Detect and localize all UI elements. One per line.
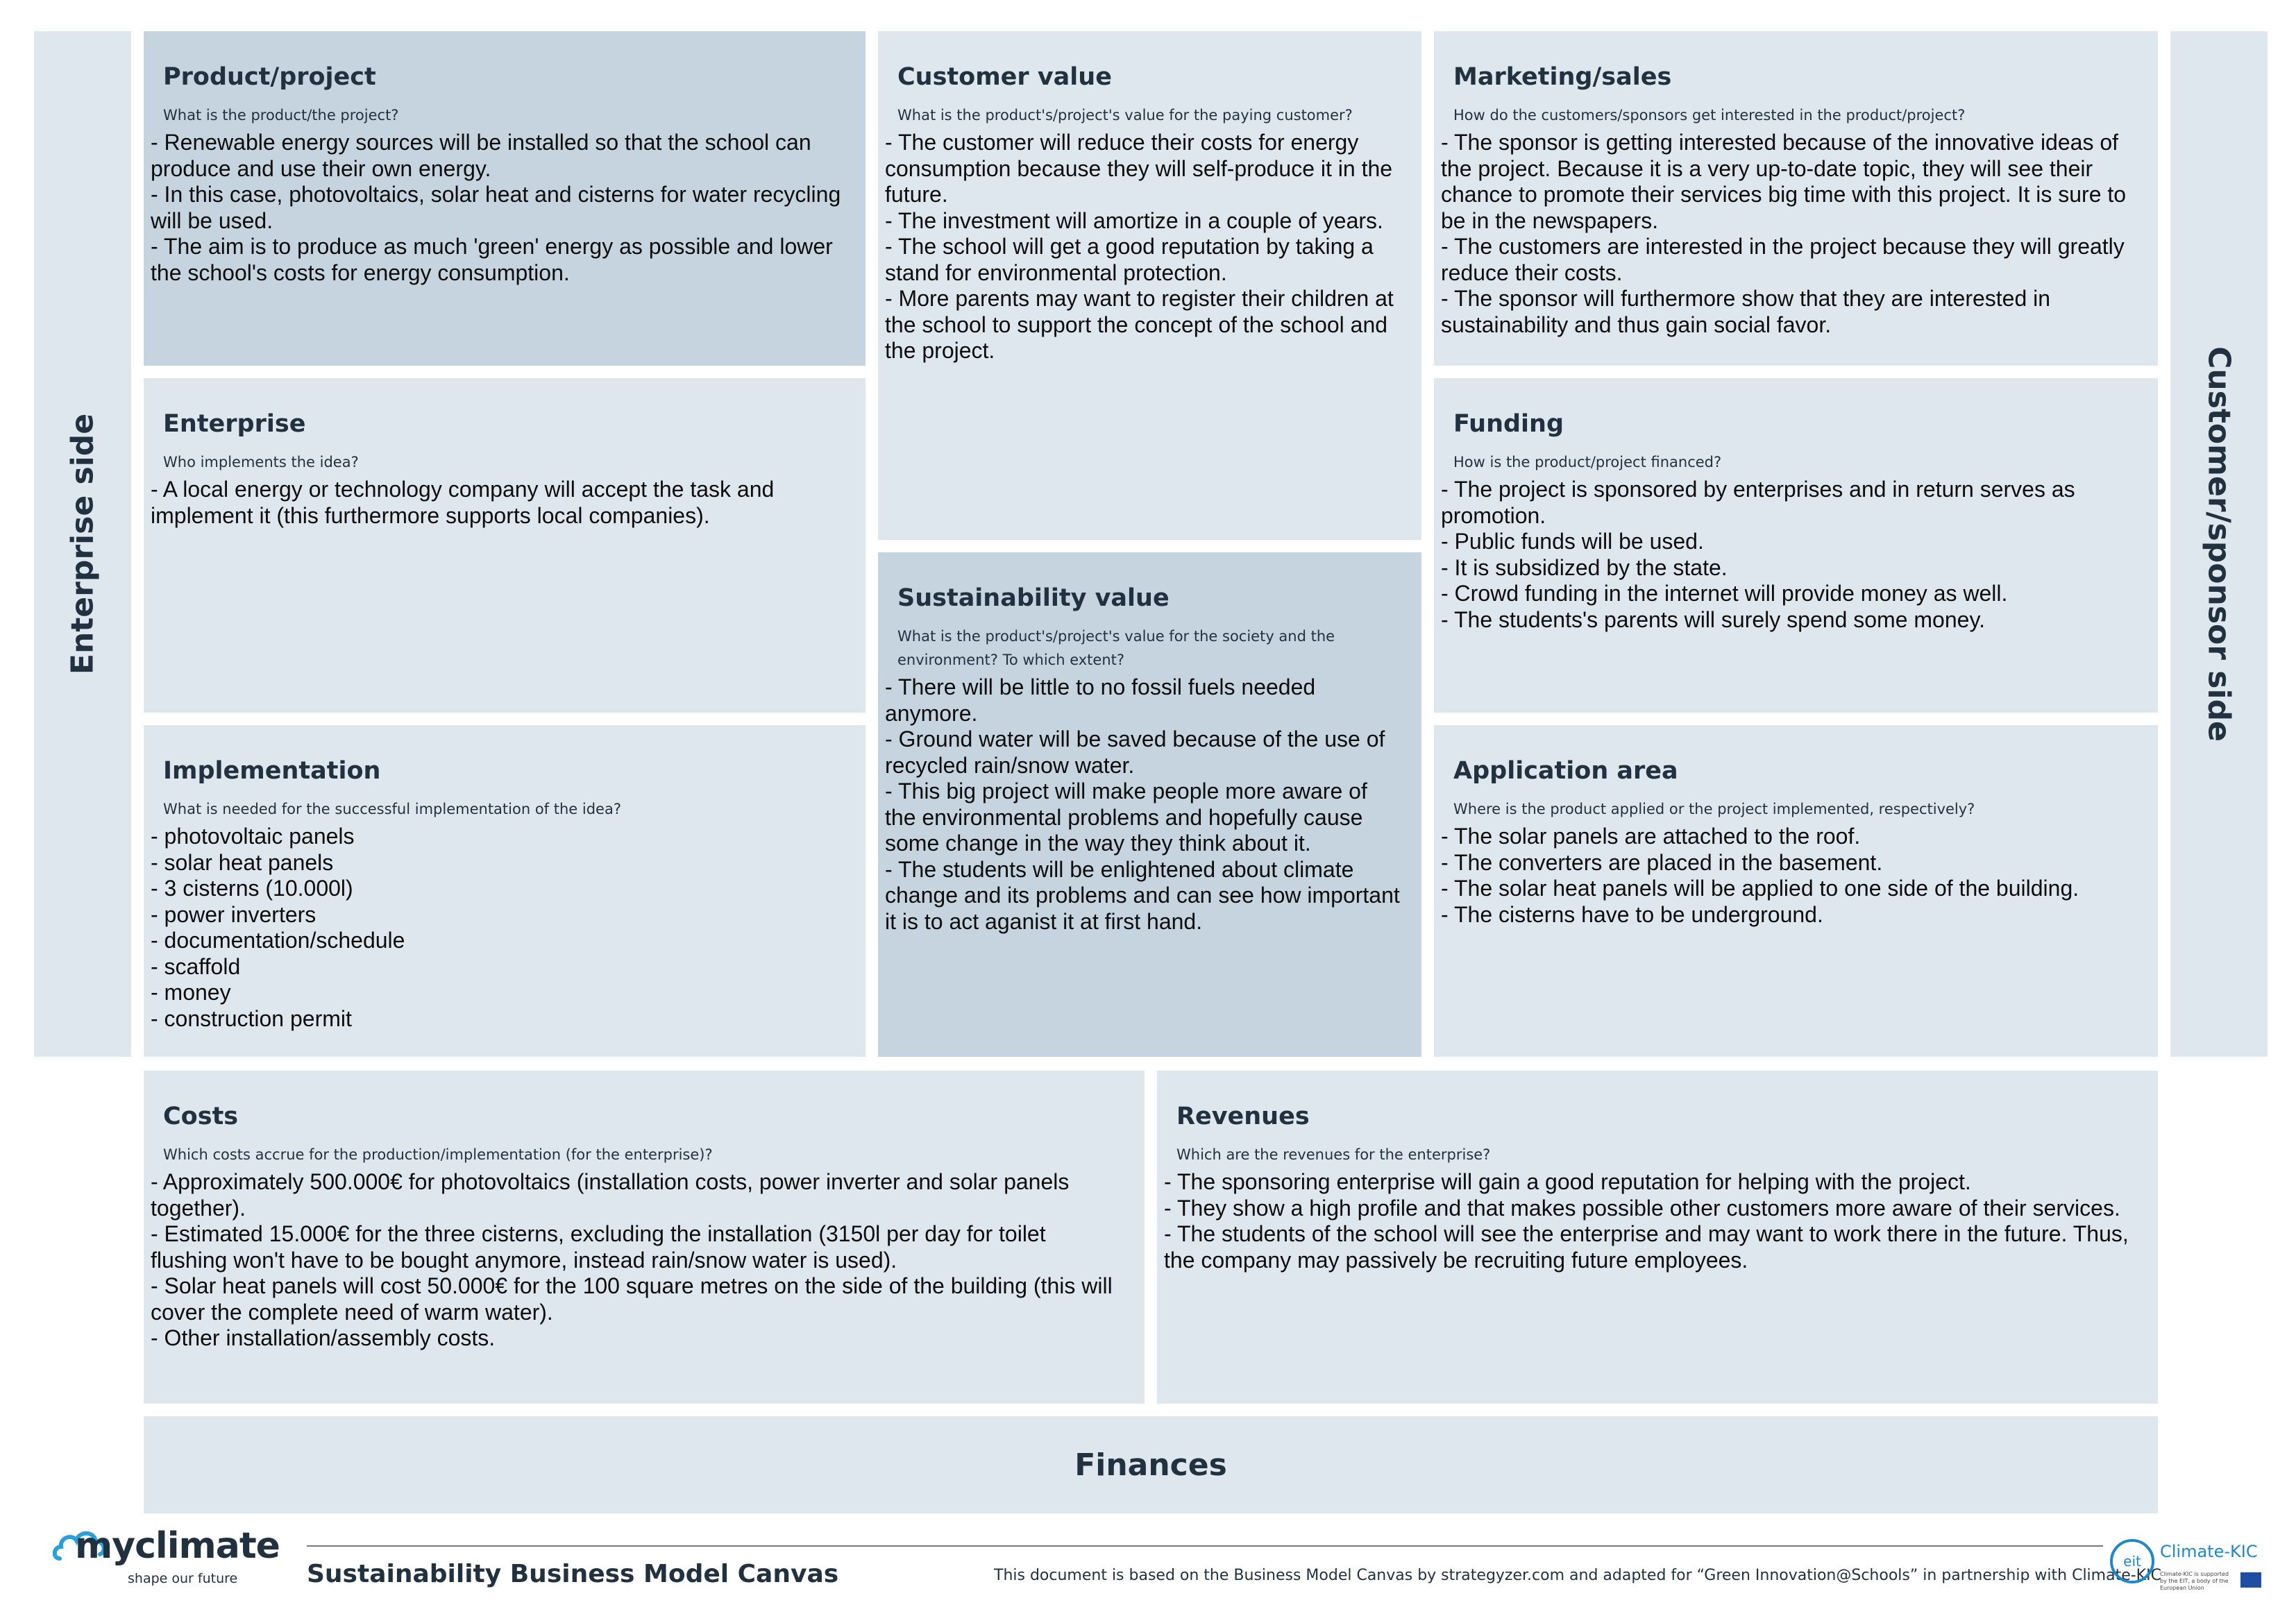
customer-value-title: Customer value xyxy=(897,63,1112,91)
costs-text: - Approximately 500.000€ for photovoltaics (installation costs, power inverter and solar panels together). - Estimated 15.000€ for the three cisterns, excluding the installation (3150l per day for toilet flushing won't have to be bought anymore, instead rain/snow water is used). - Solar heat panels will cost 50.000€ for the 100 square metres on the side of the building (this will cover the complete need of warm water). - Other installation/assembly costs. xyxy=(151,1169,1113,1350)
costs-box xyxy=(144,1071,1145,1404)
finances-label: Finances xyxy=(1074,1447,1227,1483)
marketing-sales-box xyxy=(1434,31,2158,366)
implementation-question: What is needed for the successful implementation of the idea? xyxy=(163,801,621,817)
application-area-question: Where is the product applied or the project implemented, respectively? xyxy=(1453,801,1975,817)
application-area-box xyxy=(1434,725,2158,1057)
product-project-title: Product/project xyxy=(163,63,376,91)
canvas-title: Sustainability Business Model Canvas xyxy=(307,1560,839,1588)
costs-question: Which costs accrue for the production/implementation (for the enterprise)? xyxy=(163,1146,713,1163)
climate-kic-name: Climate-KIC xyxy=(2160,1542,2258,1561)
application-area-title: Application area xyxy=(1453,757,1678,785)
implementation-title: Implementation xyxy=(163,757,381,785)
revenues-question: Which are the revenues for the enterprise? xyxy=(1176,1146,1491,1163)
myclimate-logo xyxy=(53,1524,280,1588)
costs-title: Costs xyxy=(163,1103,239,1130)
attribution-note: This document is based on the Business Model Canvas by strategyzer.com and adapted for “Green Innovation@Schools” in partnership with Climate-KIC xyxy=(994,1567,2161,1584)
revenues-text: - The sponsoring enterprise will gain a good reputation for helping with the project. - They show a high profile and that makes possible other customers more aware of their services. - The students of the school will see the enterprise and may want to work there in the future. Thus, the company may passively be recruiting future employees. xyxy=(1164,1169,2129,1273)
funding-text: - The project is sponsored by enterprises and in return serves as promotion. - Public funds will be used. - It is subsidized by the state. - Crowd funding in the internet will provide money as well. - The students's parents will surely spend some money. xyxy=(1441,477,2075,632)
product-project-question: What is the product/the project? xyxy=(163,107,399,124)
marketing-sales-text: - The sponsor is getting interested because of the innovative ideas of the project. Because it is a very up-to-date topic, they will see their chance to promote their services big time with this project. It is sure to be in the newspapers. - The customers are interested in the project because they will greatly reduce their costs. - The sponsor will furthermore show that they are interested in sustainability and thus gain social favor. xyxy=(1441,130,2127,337)
funding-title: Funding xyxy=(1453,410,1564,438)
customer-side-label: Customer/sponsor side xyxy=(2201,346,2237,742)
logo-tagline: shape our future xyxy=(128,1571,238,1586)
enterprise-side-label: Enterprise side xyxy=(65,413,101,675)
customer-value-text: - The customer will reduce their costs for energy consumption because they will self-produce it in the future. - The investment will amortize in a couple of years. - The school will get a good reputation by taking a stand for environmental protection. - More parents may want to register their children at the school to support the concept of the school and the project. xyxy=(885,130,1394,363)
finances-bar xyxy=(144,1416,2158,1513)
sustainability-value-text: - There will be little to no fossil fuels needed anymore. - Ground water will be saved because of the use of recycled rain/snow water. - This big project will make people more aware of the environmental problems and hopefully cause some change in the way they think about it. - The students will be enlightened about climate change and its problems and can see how important it is to act aganist it at first hand. xyxy=(885,674,1400,934)
eit-mark: eit xyxy=(2110,1539,2154,1583)
enterprise-text: - A local energy or technology company will accept the task and implement it (this furthermore supports local companies). xyxy=(151,477,775,528)
customer-value-question: What is the product's/project's value for the paying customer? xyxy=(897,107,1353,124)
marketing-sales-question: How do the customers/sponsors get interested in the product/project? xyxy=(1453,107,1966,124)
implementation-text: - photovoltaic panels - solar heat panels - 3 cisterns (10.000l) - power inverters - documentation/schedule - scaffold - money - construction permit xyxy=(151,824,405,1031)
revenues-box xyxy=(1157,1071,2158,1404)
sustainability-value-question: What is the product's/project's value for the society and the environment? To which extent? xyxy=(897,628,1335,668)
eu-flag-icon xyxy=(2240,1572,2261,1588)
sustainability-value-box xyxy=(878,552,1421,1057)
climate-kic-logo xyxy=(2110,1536,2270,1599)
revenues-title: Revenues xyxy=(1176,1103,1310,1130)
footer-divider xyxy=(307,1545,2103,1547)
enterprise-title: Enterprise xyxy=(163,410,306,438)
logo-name: myclimate xyxy=(75,1525,280,1567)
implementation-box xyxy=(144,725,866,1057)
marketing-sales-title: Marketing/sales xyxy=(1453,63,1672,91)
enterprise-side-bar xyxy=(34,31,131,1057)
customer-side-bar xyxy=(2170,31,2268,1057)
product-project-box xyxy=(144,31,866,366)
application-area-text: - The solar panels are attached to the roof. - The converters are placed in the basement. - The solar heat panels will be applied to one side of the building. - The cisterns have to be underground. xyxy=(1441,824,2079,927)
sustainability-value-title: Sustainability value xyxy=(897,584,1170,612)
funding-box xyxy=(1434,378,2158,713)
customer-value-box xyxy=(878,31,1421,540)
enterprise-box xyxy=(144,378,866,713)
product-project-text: - Renewable energy sources will be installed so that the school can produce and use their own energy. - In this case, photovoltaics, solar heat and cisterns for water recycling will be used. - The aim is to produce as much 'green' energy as possible and lower the school's costs for energy consumption. xyxy=(151,130,841,285)
enterprise-question: Who implements the idea? xyxy=(163,454,359,470)
climate-kic-small-print: Climate-KIC is supported by the EIT, a body of the European Union xyxy=(2160,1571,2229,1591)
funding-question: How is the product/project financed? xyxy=(1453,454,1722,470)
